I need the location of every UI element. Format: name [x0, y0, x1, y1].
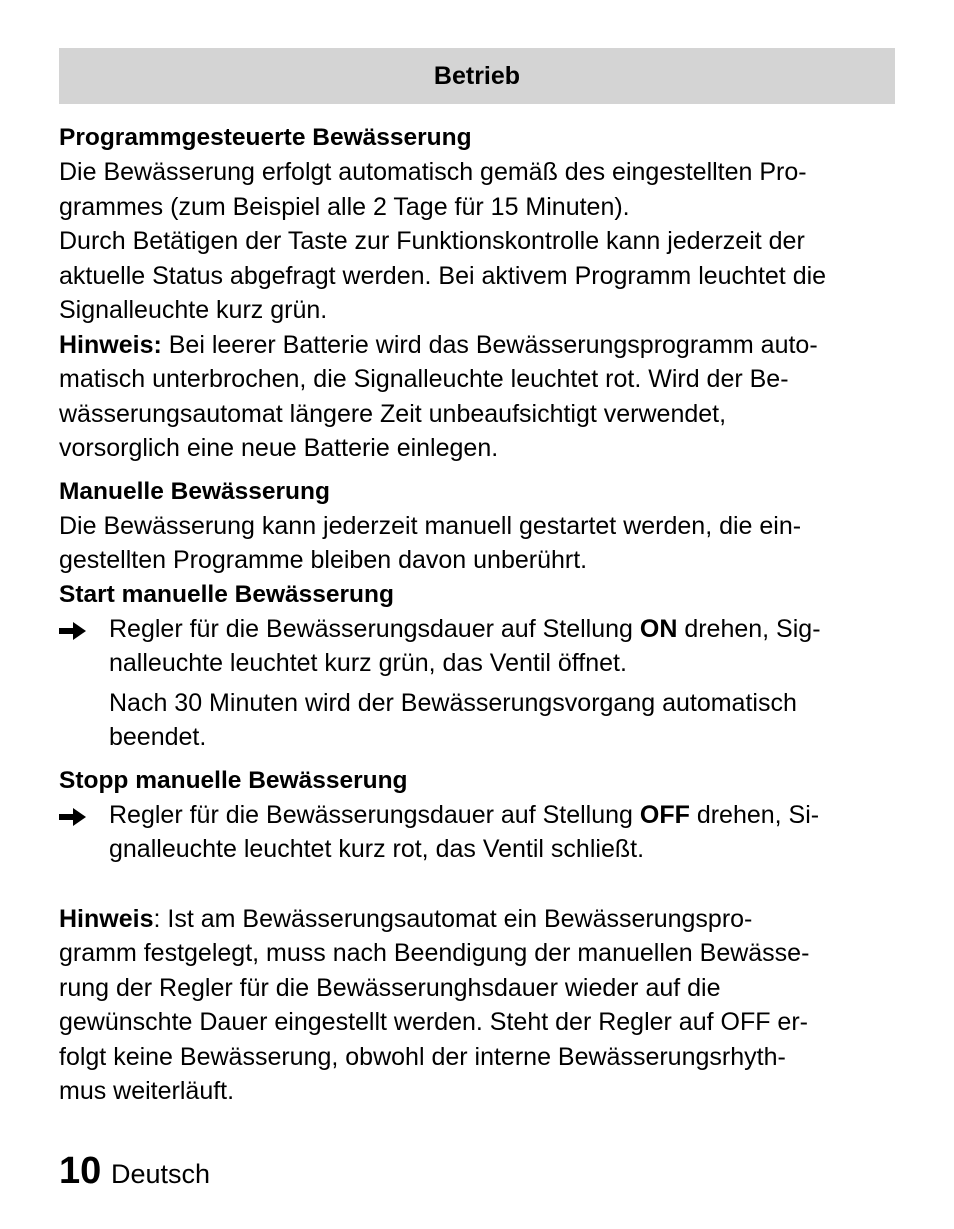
- bullet-start-text-before: Regler für die Bewässerungsdauer auf Stellung: [109, 614, 640, 643]
- section-title: Betrieb: [433, 62, 521, 90]
- paragraph-programm-2: [59, 224, 899, 328]
- bullet-stopp-text-before: Regler für die Bewässerungsdauer auf Stellung: [109, 800, 640, 829]
- bullet-stopp-off-label: OFF: [639, 800, 690, 829]
- note-manual-reset: [59, 902, 899, 1109]
- start-followup-text: Nach 30 Minuten wird der Bewässerungsvorgang automatisch beendet.: [109, 688, 797, 751]
- heading-manuell: Manuelle Bewässerung: [59, 477, 330, 505]
- bullet-start-text-after: drehen, Sig- nalleuchte leuchtet kurz grün, das Ventil öffnet.: [109, 614, 821, 677]
- page-content: [59, 121, 899, 1109]
- paragraph-programm-2-text: Durch Betätigen der Taste zur Funktionskontrolle kann jederzeit der aktuelle Status abgefragt werden. Bei aktivem Programm leuchtet die Signalleuchte kurz grün.: [59, 227, 827, 324]
- note-battery-text: Bei leerer Batterie wird das Bewässerungsprogramm auto- matisch unterbrochen, die Signalleuchte leuchtet rot. Wird der Be- wässerungsautomat längere Zeit unbeaufsichtigt verwendet, vorsorglich eine neue Batterie einlegen.: [59, 330, 818, 462]
- note-battery-label: Hinweis:: [59, 330, 162, 359]
- paragraph-programm-1-text: Die Bewässerung erfolgt automatisch gemäß des eingestellten Pro- grammes (zum Beispiel alle 2 Tage für 15 Minuten).: [59, 158, 807, 221]
- paragraph-manuell: [59, 509, 899, 578]
- section-header-bar: [59, 48, 895, 104]
- note-manual-reset-label: Hinweis: [59, 904, 154, 933]
- paragraph-manuell-text: Die Bewässerung kann jederzeit manuell gestartet werden, die ein- gestellten Programme bleiben davon unberührt.: [59, 511, 802, 574]
- note-manual-reset-text: : Ist am Bewässerungsautomat ein Bewässerungspro- gramm festgelegt, muss nach Beendigung der manuellen Bewässe- rung der Regler für die Bewässerunghsdauer wieder auf die gewünschte Dauer eingestellt werden. Steht der Regler auf OFF er- folgt keine Bewässerung, obwohl der interne Bewässerungsrhyth- mus weiterläuft.: [59, 904, 810, 1105]
- page-language: Deutsch: [111, 1159, 211, 1189]
- bullet-start-on-label: ON: [639, 614, 678, 643]
- arrow-right-icon: [59, 622, 89, 640]
- heading-programmgesteuert: Programmgesteuerte Bewässerung: [59, 124, 472, 151]
- bullet-stopp: [59, 798, 899, 867]
- heading-stopp-manuell: Stopp manuelle Bewässerung: [59, 766, 408, 794]
- bullet-stopp-text-after: drehen, Si- gnalleuchte leuchtet kurz rot, das Ventil schließt.: [109, 800, 820, 863]
- arrow-right-icon: [59, 808, 89, 826]
- page-number: 10: [59, 1150, 102, 1192]
- paragraph-programm-1: [59, 155, 899, 224]
- note-battery: [59, 328, 899, 466]
- heading-start-manuell: Start manuelle Bewässerung: [59, 580, 394, 608]
- bullet-start: [59, 612, 899, 681]
